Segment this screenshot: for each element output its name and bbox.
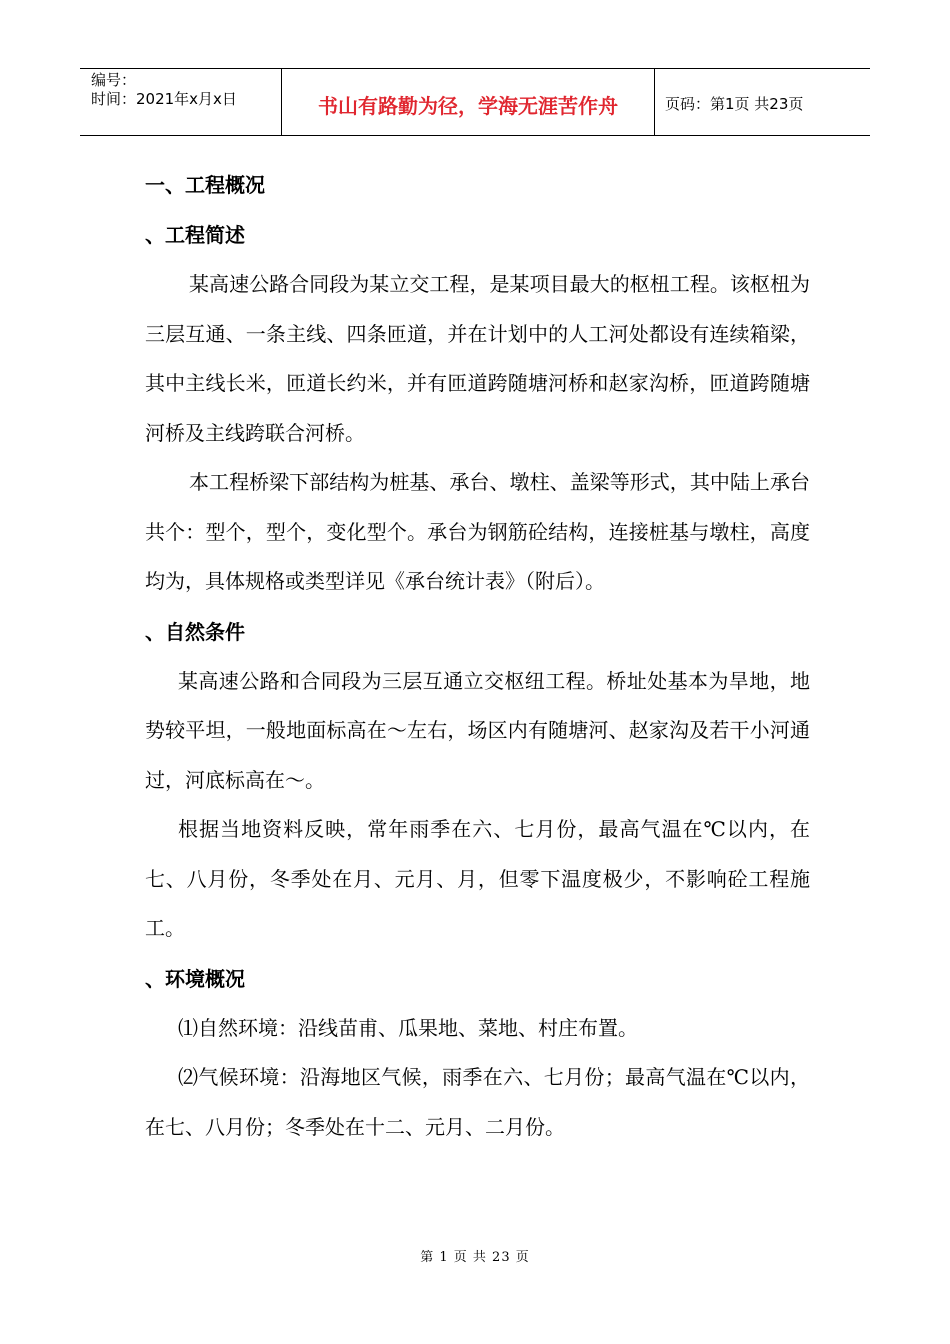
paragraph: ⑴自然环境：沿线苗甫、瓜果地、菜地、村庄布置。 (178, 1015, 638, 1040)
page-footer: 第 1 页 共 23 页 (420, 1250, 530, 1265)
section-heading: 、环境概况 (145, 966, 245, 991)
paragraph: ⑵气候环境：沿海地区气候，雨季在六、七月份；最高气温在℃以内，在七、八月份；冬季处在十二、元月、二月份。 (145, 1065, 810, 1139)
paragraph: 本工程桥梁下部结构为桩基、承台、墩柱、盖梁等形式，其中陆上承台共个：型个，型个，变化型个。承台为钢筋砼结构，连接桩基与墩柱，高度均为，具体规格或类型详见《承台统计表》（附后）。 (145, 470, 810, 593)
time-label: 时间：2021年x月x日 (91, 90, 237, 108)
document-header (80, 68, 870, 136)
paragraph: 某高速公路和合同段为三层互通立交枢纽工程。桥址处基本为旱地，地势较平坦，一般地面标高在～左右，场区内有随塘河、赵家沟及若干小河通过，河底标高在～。 (145, 668, 810, 792)
number-label: 编号： (91, 71, 137, 89)
section-heading: 一、工程概况 (145, 173, 265, 197)
document-body (145, 160, 810, 1152)
header-meta (80, 69, 282, 135)
section-heading: 、工程简述 (145, 223, 245, 247)
paragraph: 某高速公路合同段为某立交工程，是某项目最大的枢杻工程。该枢杻为三层互通、一条主线、四条匝道，并在计划中的人工河处都设有连续箱梁，其中主线长米，匝道长约米，并有匝道跨随塘河桥和赵家沟桥，匝道跨随塘河桥及主线跨联合河桥。 (145, 272, 810, 445)
section-heading: 、自然条件 (145, 619, 245, 644)
header-page-info: 页码：第1页 共23页 (665, 94, 804, 113)
header-motto: 书山有路勤为径，学海无涯苦作舟 (282, 69, 655, 135)
paragraph: 根据当地资料反映，常年雨季在六、七月份，最高气温在℃以内，在七、八月份，冬季处在月、元月、月，但零下温度极少，不影响砼工程施工。 (145, 817, 810, 940)
